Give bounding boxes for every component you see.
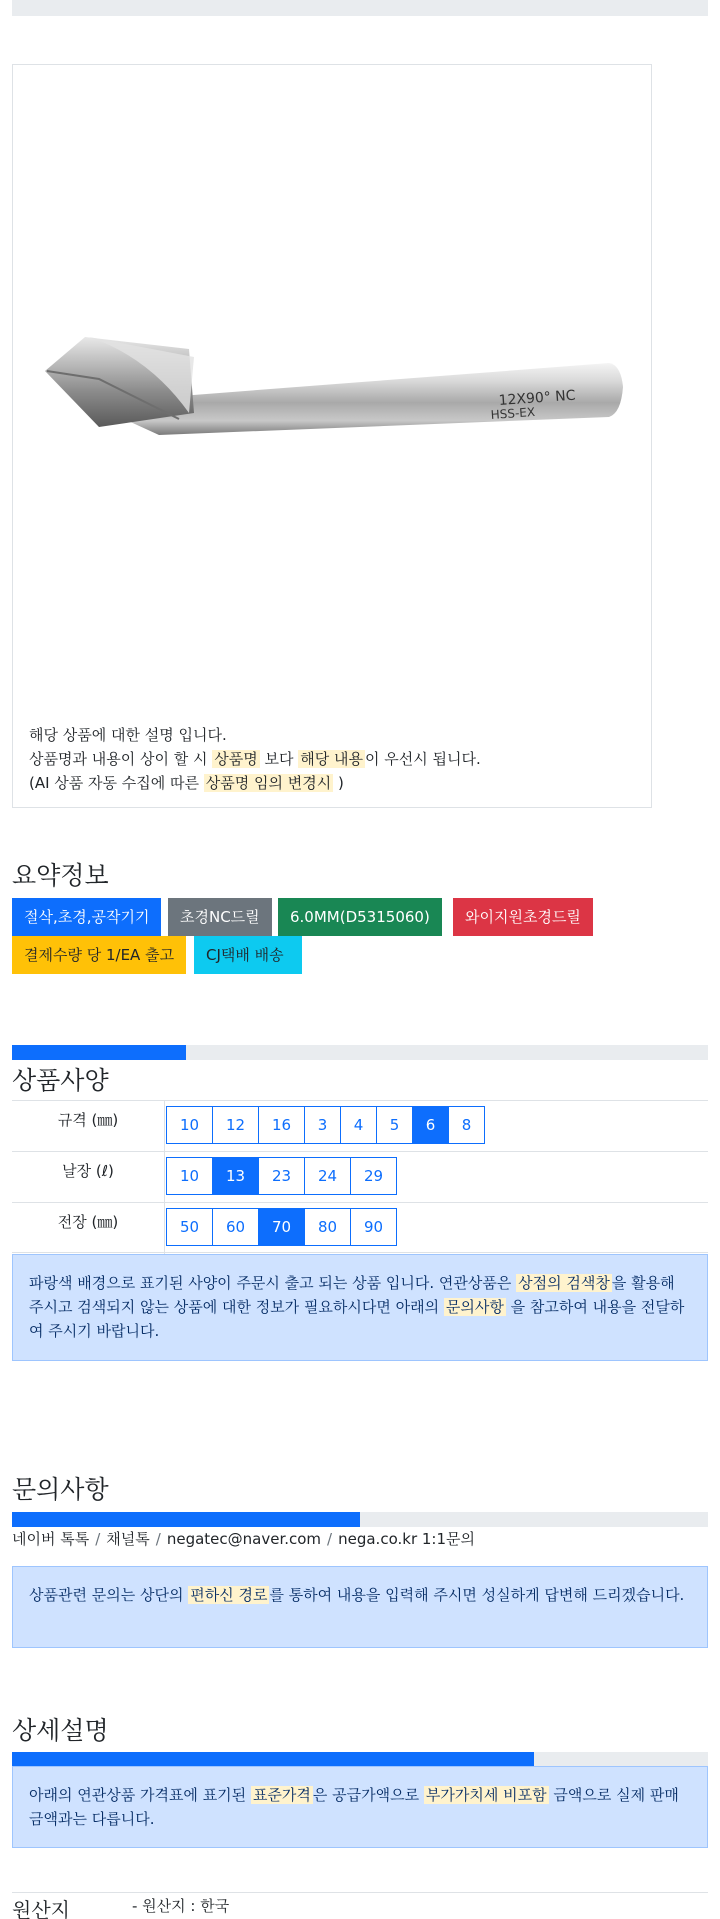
detail-notice: 아래의 연관상품 가격표에 표기된 표준가격 은 공급가액으로 부가가치세 비포함 금액으로 실제 판매금액과는 다릅니다. [12, 1766, 708, 1848]
drill-marking: HSS-EX [490, 404, 536, 422]
product-image-panel [12, 64, 652, 808]
spec-option[interactable]: 80 [304, 1208, 351, 1246]
section-title-specs: 상품사양 [12, 1066, 109, 1095]
spec-row-total-length [12, 1202, 708, 1253]
progress-fill [12, 1045, 186, 1060]
drill-marking: 12X90° NC [498, 387, 577, 409]
spec-option[interactable]: 16 [258, 1106, 305, 1144]
origin-label: 원산지 [12, 1898, 70, 1919]
spec-option[interactable]: 12 [212, 1106, 259, 1144]
section-title-summary: 요약정보 [12, 861, 109, 890]
description-line: (AI 상품 자동 수집에 따른 상품명 임의 변경시 ) [29, 774, 344, 792]
spec-options [167, 1208, 397, 1246]
progress-fill [12, 1512, 360, 1527]
spec-option-selected[interactable]: 70 [258, 1208, 305, 1246]
highlight: 상품명 [214, 750, 258, 768]
inquiry-notice: 상품관련 문의는 상단의 편하신 경로 를 통하여 내용을 입력해 주시면 성실하게 답변해 드리겠습니다. [12, 1566, 708, 1648]
badge-brand: 와이지원초경드릴 [453, 898, 593, 936]
spec-row-size [12, 1100, 708, 1151]
section-title-detail: 상세설명 [12, 1716, 109, 1745]
divider [12, 1892, 708, 1893]
spec-option[interactable]: 10 [166, 1106, 213, 1144]
spec-option[interactable]: 50 [166, 1208, 213, 1246]
spec-option[interactable]: 3 [304, 1106, 341, 1144]
spec-label: 날장 (ℓ) [62, 1162, 114, 1180]
highlight: 상점의 검색창 [518, 1274, 610, 1292]
progress-bar-inquiry [12, 1512, 708, 1527]
spec-options [167, 1106, 485, 1144]
contact-site-inquiry[interactable]: nega.co.kr 1:1문의 [338, 1530, 475, 1548]
progress-fill [12, 1752, 534, 1767]
contact-email[interactable]: negatec@naver.com [166, 1530, 322, 1548]
highlight: 부가가치세 비포함 [425, 1786, 547, 1804]
spec-label: 규격 (㎜) [57, 1111, 119, 1129]
spec-options [167, 1157, 397, 1195]
highlight: 문의사항 [445, 1298, 504, 1316]
badge-spec: 6.0MM(D5315060) [278, 898, 442, 936]
spec-option[interactable]: 4 [340, 1106, 377, 1144]
description-line: 해당 상품에 대한 설명 입니다. [29, 726, 227, 744]
top-bar [12, 0, 708, 16]
spec-option[interactable]: 23 [258, 1157, 305, 1195]
highlight: 해당 내용 [300, 750, 363, 768]
spec-option[interactable]: 8 [448, 1106, 485, 1144]
spec-option[interactable]: 60 [212, 1208, 259, 1246]
product-description [29, 723, 481, 795]
spec-option-selected[interactable]: 6 [412, 1106, 449, 1144]
progress-bar-detail [12, 1752, 708, 1767]
spec-row-flute-length [12, 1151, 708, 1202]
spec-option[interactable]: 5 [376, 1106, 413, 1144]
badge-type: 초경NC드릴 [168, 898, 272, 936]
badge-shipping: CJ택배 배송 [194, 936, 302, 974]
spec-option[interactable]: 29 [350, 1157, 397, 1195]
spec-option[interactable]: 10 [166, 1157, 213, 1195]
specs-notice: 파랑색 배경으로 표기된 사양이 주문시 출고 되는 상품 입니다. 연관상품은 상점의 검색창 을 활용해 주시고 검색되지 않는 상품에 대한 정보가 필요하시다면 아래의 문의사항 을 참고하여 내용을 전달하여 주시기 바랍니다. [12, 1254, 708, 1361]
contact-naver-talk[interactable]: 네이버 톡톡 [12, 1530, 90, 1548]
spec-option[interactable]: 90 [350, 1208, 397, 1246]
progress-bar-specs [12, 1045, 708, 1060]
description-line: 상품명과 내용이 상이 할 시 상품명 보다 해당 내용 이 우선시 됩니다. [29, 750, 481, 768]
contact-list: 네이버 톡톡 / 채널톡 / negatec@naver.com / nega.co.kr 1:1문의 [12, 1530, 475, 1548]
badge-category: 절삭,초경,공작기기 [12, 898, 161, 936]
badge-quantity: 결제수량 당 1/EA 출고 [12, 936, 186, 974]
spec-label: 전장 (㎜) [57, 1213, 119, 1231]
origin-value: - 원산지 : 한국 [132, 1897, 230, 1915]
spec-option[interactable]: 24 [304, 1157, 351, 1195]
contact-channel-talk[interactable]: 채널톡 [106, 1530, 150, 1548]
spec-option-selected[interactable]: 13 [212, 1157, 259, 1195]
highlight: 상품명 임의 변경시 [205, 774, 332, 792]
highlight: 편하신 경로 [190, 1586, 268, 1604]
highlight: 표준가격 [252, 1786, 311, 1804]
drill-image [39, 327, 639, 437]
section-title-inquiry: 문의사항 [12, 1475, 109, 1504]
